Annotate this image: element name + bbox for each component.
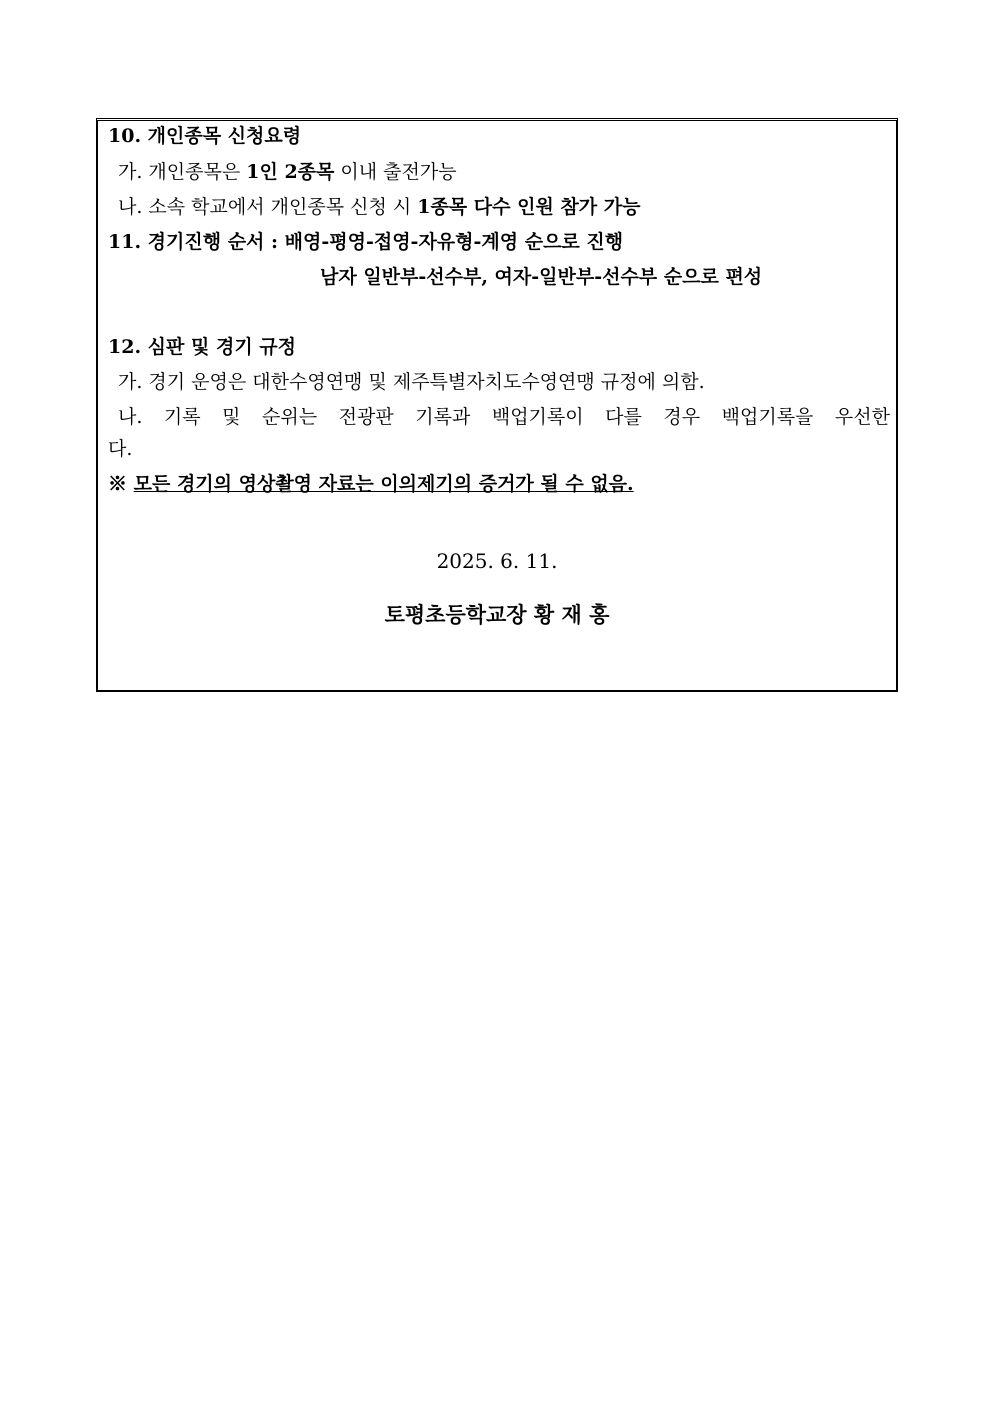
notice-note-text: 모든 경기의 영상촬영 자료는 이의제기의 증거가 될 수 없음.	[133, 473, 634, 495]
notice-note	[108, 471, 634, 497]
section-10-title: 10. 개인종목 신청요령	[108, 125, 302, 147]
section-11	[108, 229, 623, 255]
section-10-item-a	[118, 159, 457, 185]
section-12-item-b-line1: 나. 기록 및 순위는 전광판 기록과 백업기록이 다를 경우 백업기록을 우선한	[118, 406, 890, 428]
item-a-suffix: 이내 출전가능	[334, 161, 457, 183]
section-11-title: 11. 경기진행 순서 :	[108, 231, 285, 253]
item-a-prefix: 가. 개인종목은	[118, 161, 247, 183]
item-b-highlight: 1종목 다수 인원 참가 가능	[417, 196, 641, 218]
section-12-item-b-line2: 다.	[108, 438, 133, 460]
item-a-highlight: 1인 2종목	[246, 161, 335, 183]
section-12-title: 12. 심판 및 경기 규정	[108, 336, 296, 358]
section-11-groups: 남자 일반부-선수부, 여자-일반부-선수부 순으로 편성	[320, 266, 763, 288]
reference-mark: ※	[108, 473, 134, 495]
section-11-order: 배영-평영-접영-자유형-계영 순으로 진행	[284, 231, 624, 253]
notice-box	[96, 118, 898, 692]
issue-date: 2025. 6. 11.	[436, 549, 558, 573]
section-10-item-b	[118, 194, 640, 220]
section-12-item-a: 가. 경기 운영은 대한수영연맹 및 제주특별자치도수영연맹 규정에 의함.	[118, 371, 705, 393]
principal-signature: 토평초등학교장 황 재 홍	[384, 602, 610, 627]
item-b-prefix: 나. 소속 학교에서 개인종목 신청 시	[118, 196, 418, 218]
